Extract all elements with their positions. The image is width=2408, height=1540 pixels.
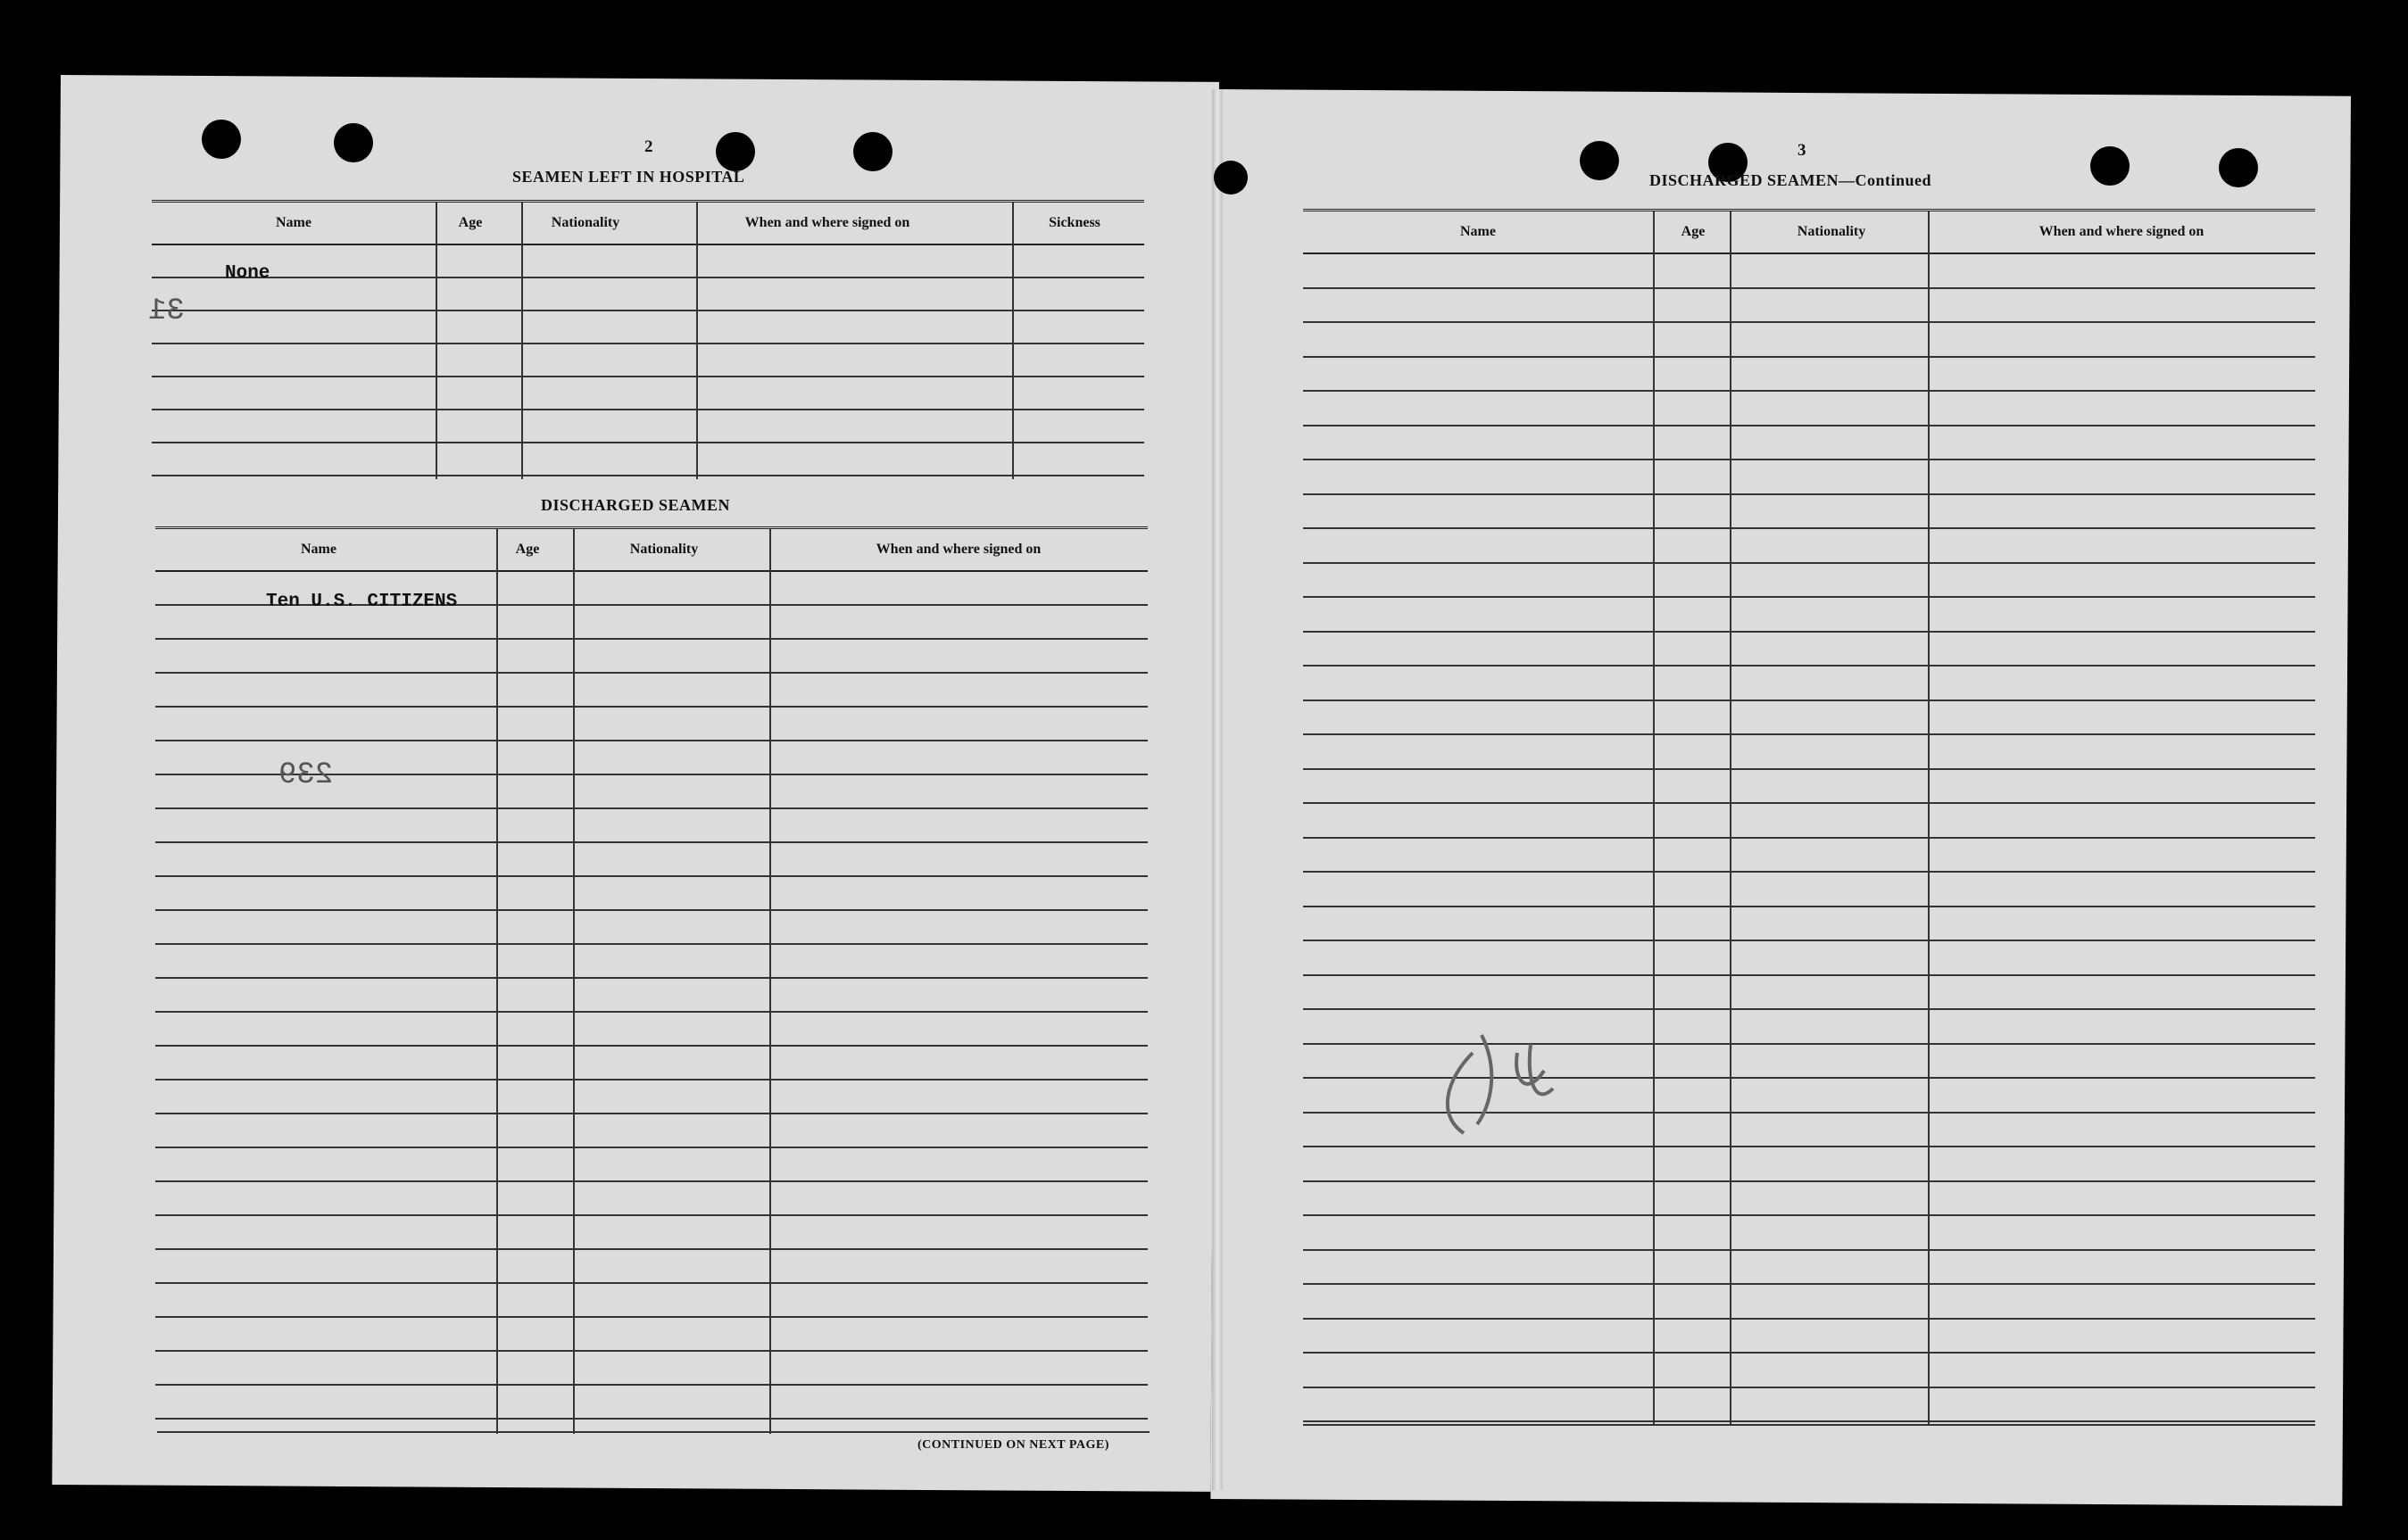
punch-hole (716, 132, 755, 171)
page-number: 3 (1798, 141, 1806, 160)
table-row (1303, 1180, 2315, 1182)
table-row (155, 1248, 1148, 1250)
column-header: Name (301, 542, 336, 557)
table-row (155, 706, 1148, 708)
table-row (155, 1214, 1148, 1216)
discharged-entry: Ten U.S. CITIZENS (266, 592, 458, 612)
table-row (1303, 768, 2315, 770)
table-row (1303, 287, 2315, 289)
table-row (155, 1418, 1148, 1420)
table-row (155, 1384, 1148, 1386)
table-row (155, 909, 1148, 911)
table-row (155, 1147, 1148, 1148)
discharged-table (155, 526, 1148, 1434)
column-divider (1653, 211, 1655, 1425)
column-header: When and where signed on (2038, 224, 2205, 239)
table-row (152, 442, 1144, 443)
table-row (1303, 1214, 2315, 1216)
margin-mark: 239 (278, 758, 334, 792)
column-divider (496, 529, 498, 1434)
column-header: When and where signed on (876, 542, 1042, 557)
table-row (1303, 493, 2315, 495)
table-row (1303, 733, 2315, 735)
column-header: Nationality (551, 215, 620, 230)
punch-hole (2219, 148, 2258, 187)
table-header (1303, 211, 2315, 254)
punch-hole (202, 120, 241, 159)
column-divider (1012, 203, 1014, 479)
table-row (1303, 425, 2315, 426)
page-number: 2 (644, 137, 653, 156)
table-row (152, 343, 1144, 344)
table-row (155, 740, 1148, 741)
table-row (155, 672, 1148, 674)
table-row (1303, 459, 2315, 460)
table-row (1303, 1008, 2315, 1010)
discharged-section-title: DISCHARGED SEAMEN (541, 496, 731, 514)
table-row (155, 638, 1148, 640)
column-divider (696, 203, 698, 479)
column-divider (769, 529, 771, 1434)
punch-hole (853, 132, 893, 171)
table-row (1303, 1283, 2315, 1285)
table-row (1303, 665, 2315, 667)
table-row (1303, 356, 2315, 358)
hospital-section-title: SEAMEN LEFT IN HOSPITAL (512, 168, 745, 186)
table-row (155, 807, 1148, 809)
table-row (1303, 871, 2315, 873)
column-divider (521, 203, 523, 479)
column-header: Sickness (1049, 215, 1100, 230)
table-row (1303, 906, 2315, 907)
table-row (1303, 940, 2315, 941)
column-divider (1730, 211, 1731, 1425)
table-row (1303, 802, 2315, 804)
table-row (155, 875, 1148, 877)
table-row (155, 1350, 1148, 1352)
table-row (155, 1045, 1148, 1047)
table-row (1303, 390, 2315, 392)
table-row (155, 1011, 1148, 1013)
continued-footer: (CONTINUED ON NEXT PAGE) (918, 1438, 1109, 1452)
table-row (152, 277, 1144, 278)
column-header: Age (515, 542, 540, 557)
table-row (152, 409, 1144, 410)
column-header: When and where signed on (744, 215, 910, 230)
table-row (1303, 1249, 2315, 1251)
column-header: Name (276, 215, 311, 230)
column-divider (1928, 211, 1930, 1425)
table-row (155, 1113, 1148, 1114)
table-header (155, 529, 1148, 572)
table-row (155, 977, 1148, 979)
column-header: Name (1460, 224, 1496, 239)
table-row (155, 1079, 1148, 1080)
table-row (1303, 700, 2315, 701)
bottom-rule (1303, 1424, 2315, 1426)
page-fold (1212, 89, 1223, 1490)
table-row (155, 841, 1148, 843)
continued-table (1303, 209, 2315, 1425)
table-row (1303, 1318, 2315, 1320)
bottom-rule (157, 1431, 1150, 1433)
table-row (1303, 527, 2315, 529)
table-row (155, 1316, 1148, 1318)
table-row (1303, 1420, 2315, 1422)
table-row (155, 1180, 1148, 1182)
column-header: Age (458, 215, 483, 230)
table-row (1303, 837, 2315, 839)
table-row (1303, 1387, 2315, 1388)
table-header (152, 203, 1144, 245)
column-header: Nationality (629, 542, 699, 557)
table-row (1303, 1352, 2315, 1354)
table-row (1303, 631, 2315, 633)
column-header: Age (1681, 224, 1706, 239)
punch-hole (1214, 161, 1248, 195)
punch-hole (1580, 141, 1619, 180)
hospital-entry: None (225, 263, 270, 284)
table-row (152, 310, 1144, 311)
signature-mark (1428, 1017, 1571, 1151)
column-header: Nationality (1797, 224, 1866, 239)
punch-hole (334, 123, 373, 162)
table-row (1303, 596, 2315, 598)
table-row (152, 376, 1144, 377)
column-divider (573, 529, 575, 1434)
table-row (1303, 562, 2315, 564)
table-row (152, 475, 1144, 476)
table-row (1303, 321, 2315, 323)
punch-hole (2090, 146, 2130, 186)
continued-section-title: DISCHARGED SEAMEN—Continued (1649, 171, 1932, 189)
margin-mark: 31 (148, 294, 185, 328)
table-row (1303, 974, 2315, 976)
hospital-table (152, 200, 1144, 479)
column-divider (436, 203, 437, 479)
table-row (155, 943, 1148, 945)
table-row (155, 1282, 1148, 1284)
